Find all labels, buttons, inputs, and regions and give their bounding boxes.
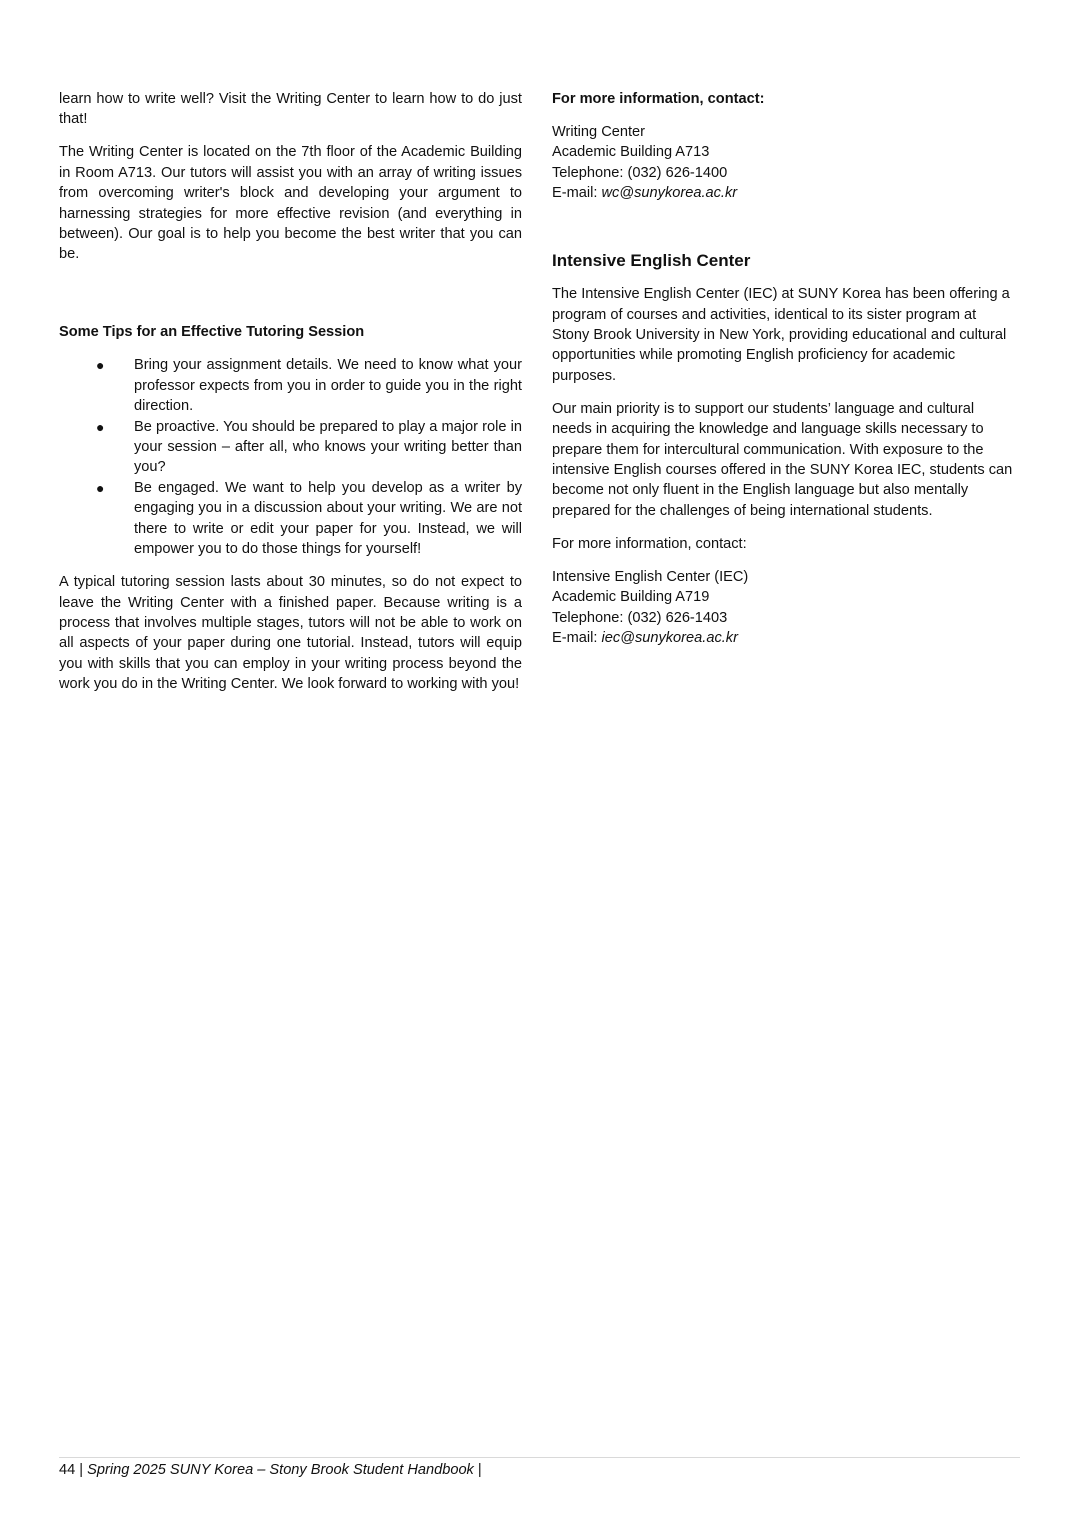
list-item: [59, 417, 522, 478]
iec-contact-email-line: [552, 628, 1015, 648]
bullet-icon: ●: [96, 479, 105, 496]
footer-trailing: |: [473, 1462, 482, 1478]
tutoring-session-paragraph: A typical tutoring session lasts about 30 minutes, so do not expect to leave the Writing Center with a finished paper. Because writing is a process that involves multiple stages, tutors will not be able to work on all aspects of your paper during one tutorial. Instead, tutors will equip you with skills that you can employ in your writing process beyond the work you do in the Writing Center. We look forward to working with you!: [59, 574, 522, 693]
footer-divider: [59, 1457, 1020, 1458]
iec-paragraph-2: Our main priority is to support our students’ language and cultural needs in acquiring the knowledge and language skills necessary to prepare them for intercultural communication. With exposure to the intensive English courses offered in the SUNY Korea IEC, students can become not only fluent in the English language but also mentally prepared for the challenges of being international students.: [552, 400, 1013, 519]
wc-contact-name: Writing Center: [552, 124, 645, 140]
iec-contact-heading: For more information, contact:: [552, 535, 747, 552]
tips-heading: Some Tips for an Effective Tutoring Session: [59, 324, 365, 341]
iec-paragraph-1: The Intensive English Center (IEC) at SUNY Korea has been offering a program of courses and activities, identical to its sister program at Stony Brook University in New York, providing educational and cultural opportunities while promoting English proficiency for academic purposes.: [552, 286, 1010, 384]
iec-email-link[interactable]: iec@sunykorea.ac.kr: [601, 630, 738, 647]
page-number: 44: [59, 1462, 76, 1478]
wc-contact-building: Academic Building A713: [552, 144, 710, 161]
tip-text: Be engaged. We want to help you develop as a writer by engaging you in a discussion about your writing. We are not there to write or edit your paper for you. Instead, we will empower you to do those things for yourself!: [134, 479, 522, 558]
tip-text: Bring your assignment details. We need to know what your professor expects from you in order to guide you in the right direction.: [134, 357, 522, 415]
wc-contact-block: [552, 122, 1015, 204]
spacer: [552, 216, 1015, 250]
iec-contact-building: Academic Building A719: [552, 589, 710, 606]
writing-center-location: The Writing Center is located on the 7th floor of the Academic Building in Room A713. Our tutors will assist you with an array of writing issues from overcoming writer's block and developing your argument to harnessing strategies for more effective revision (and everything in between). Our goal is to help you become the best writer that you can be.: [59, 144, 522, 263]
bullet-icon: ●: [96, 418, 105, 435]
wc-contact-phone: Telephone: (032) 626-1400: [552, 164, 728, 181]
tip-text: Be proactive. You should be prepared to play a major role in your session – after all, who knows your writing better than you?: [134, 418, 522, 476]
list-item: [59, 478, 522, 560]
page-footer: [59, 1461, 482, 1479]
iec-contact-name: Intensive English Center (IEC): [552, 568, 749, 585]
list-item: [59, 355, 522, 416]
wc-email-link[interactable]: wc@sunykorea.ac.kr: [601, 185, 738, 202]
footer-separator: |: [75, 1462, 88, 1478]
writing-center-intro: learn how to write well? Visit the Writing Center to learn how to do just that!: [59, 91, 522, 128]
left-column: [59, 89, 522, 707]
iec-heading: Intensive English Center: [552, 251, 751, 271]
handbook-title: Spring 2025 SUNY Korea – Stony Brook Student Handbook: [87, 1462, 474, 1478]
right-column: [552, 89, 1015, 649]
email-label: E-mail:: [552, 185, 602, 202]
iec-contact-phone: Telephone: (032) 626-1403: [552, 609, 728, 626]
spacer: [59, 277, 522, 322]
tips-list: [59, 355, 522, 559]
email-label: E-mail:: [552, 630, 602, 647]
wc-contact-email-line: [552, 183, 1015, 203]
bullet-icon: ●: [96, 357, 105, 374]
iec-contact-block: [552, 567, 1015, 649]
wc-contact-heading: For more information, contact:: [552, 91, 765, 107]
